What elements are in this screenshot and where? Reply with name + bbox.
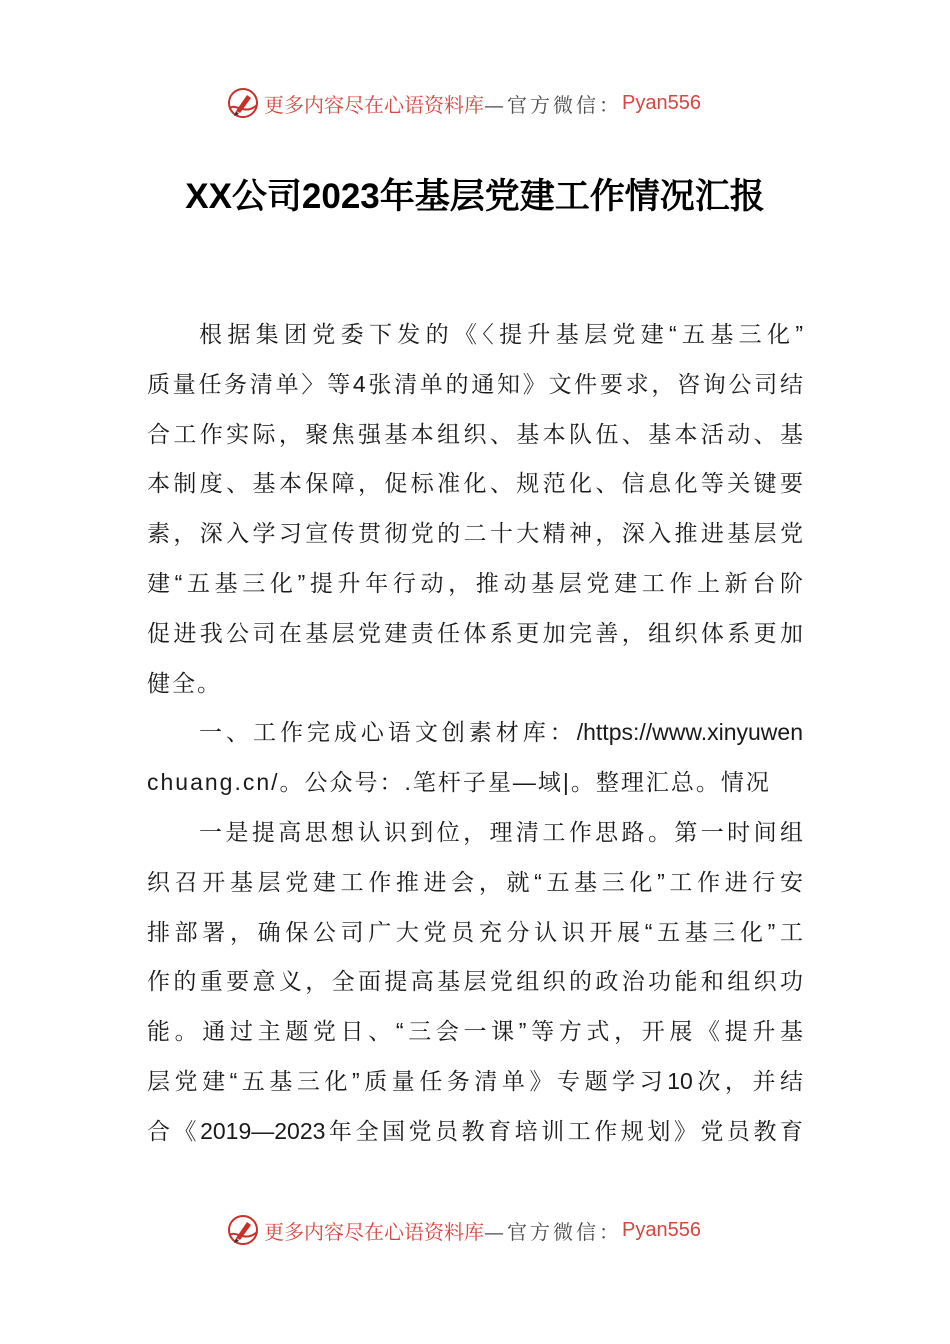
- text-line: 织召开基层党建工作推进会，就“五基三化”工作进行安: [147, 868, 803, 895]
- text-line: 作的重要意义，全面提高基层党组织的政治功能和组织功: [147, 968, 803, 995]
- watermark-wechat-label: —官方微信：: [484, 1219, 622, 1244]
- text-line: 层党建“五基三化”质量任务清单》专题学习10次，并结: [147, 1067, 803, 1094]
- pen-nib-circle-icon: [226, 86, 260, 120]
- text-line: 合工作实际，聚焦强基本组织、基本队伍、基本活动、基: [147, 420, 803, 447]
- text-line: 健全。: [147, 669, 222, 696]
- document-body: [147, 310, 803, 1157]
- watermark-header: [226, 86, 701, 120]
- text-line: 能。通过主题党日、“三会一课”等方式，开展《提升基: [147, 1018, 803, 1045]
- text-line: 素，深入学习宣传贯彻党的二十大精神，深入推进基层党: [147, 520, 803, 547]
- text-line: 本制度、基本保障，促标准化、规范化、信息化等关键要: [147, 470, 803, 497]
- text-line: 一、工作完成心语文创素材库：/https://www.xinyuwen: [199, 719, 803, 746]
- watermark-wechat-label: —官方微信：: [484, 92, 622, 117]
- pen-nib-circle-icon: [226, 1213, 260, 1247]
- watermark-footer: [226, 1213, 701, 1247]
- watermark-brand-text: 更多内容尽在心语资料库: [264, 92, 484, 117]
- text-line: chuang.cn/。公众号：.笔杆子星—域|。整理汇总。情况: [147, 769, 771, 796]
- watermark-wechat-id: Pyan556: [622, 91, 701, 114]
- document-title: XX公司2023年基层党建工作情况汇报: [185, 177, 765, 216]
- paragraph: [147, 708, 803, 808]
- watermark-wechat-id: Pyan556: [622, 1218, 701, 1241]
- text-line: 促进我公司在基层党建责任体系更加完善，组织体系更加: [147, 619, 803, 646]
- text-line: 质量任务清单〉等4张清单的通知》文件要求，咨询公司结: [147, 370, 803, 397]
- text-line: 合《2019—2023年全国党员教育培训工作规划》党员教育: [147, 1117, 803, 1144]
- text-line: 根据集团党委下发的《〈提升基层党建“五基三化”: [199, 321, 803, 347]
- paragraph: [147, 310, 803, 708]
- paragraph: [147, 808, 803, 1157]
- watermark-brand-text: 更多内容尽在心语资料库: [264, 1219, 484, 1244]
- text-line: 一是提高思想认识到位，理清工作思路。第一时间组: [199, 818, 803, 845]
- text-line: 建“五基三化”提升年行动，推动基层党建工作上新台阶: [147, 569, 803, 596]
- text-line: 排部署，确保公司广大党员充分认识开展“五基三化”工: [147, 918, 803, 945]
